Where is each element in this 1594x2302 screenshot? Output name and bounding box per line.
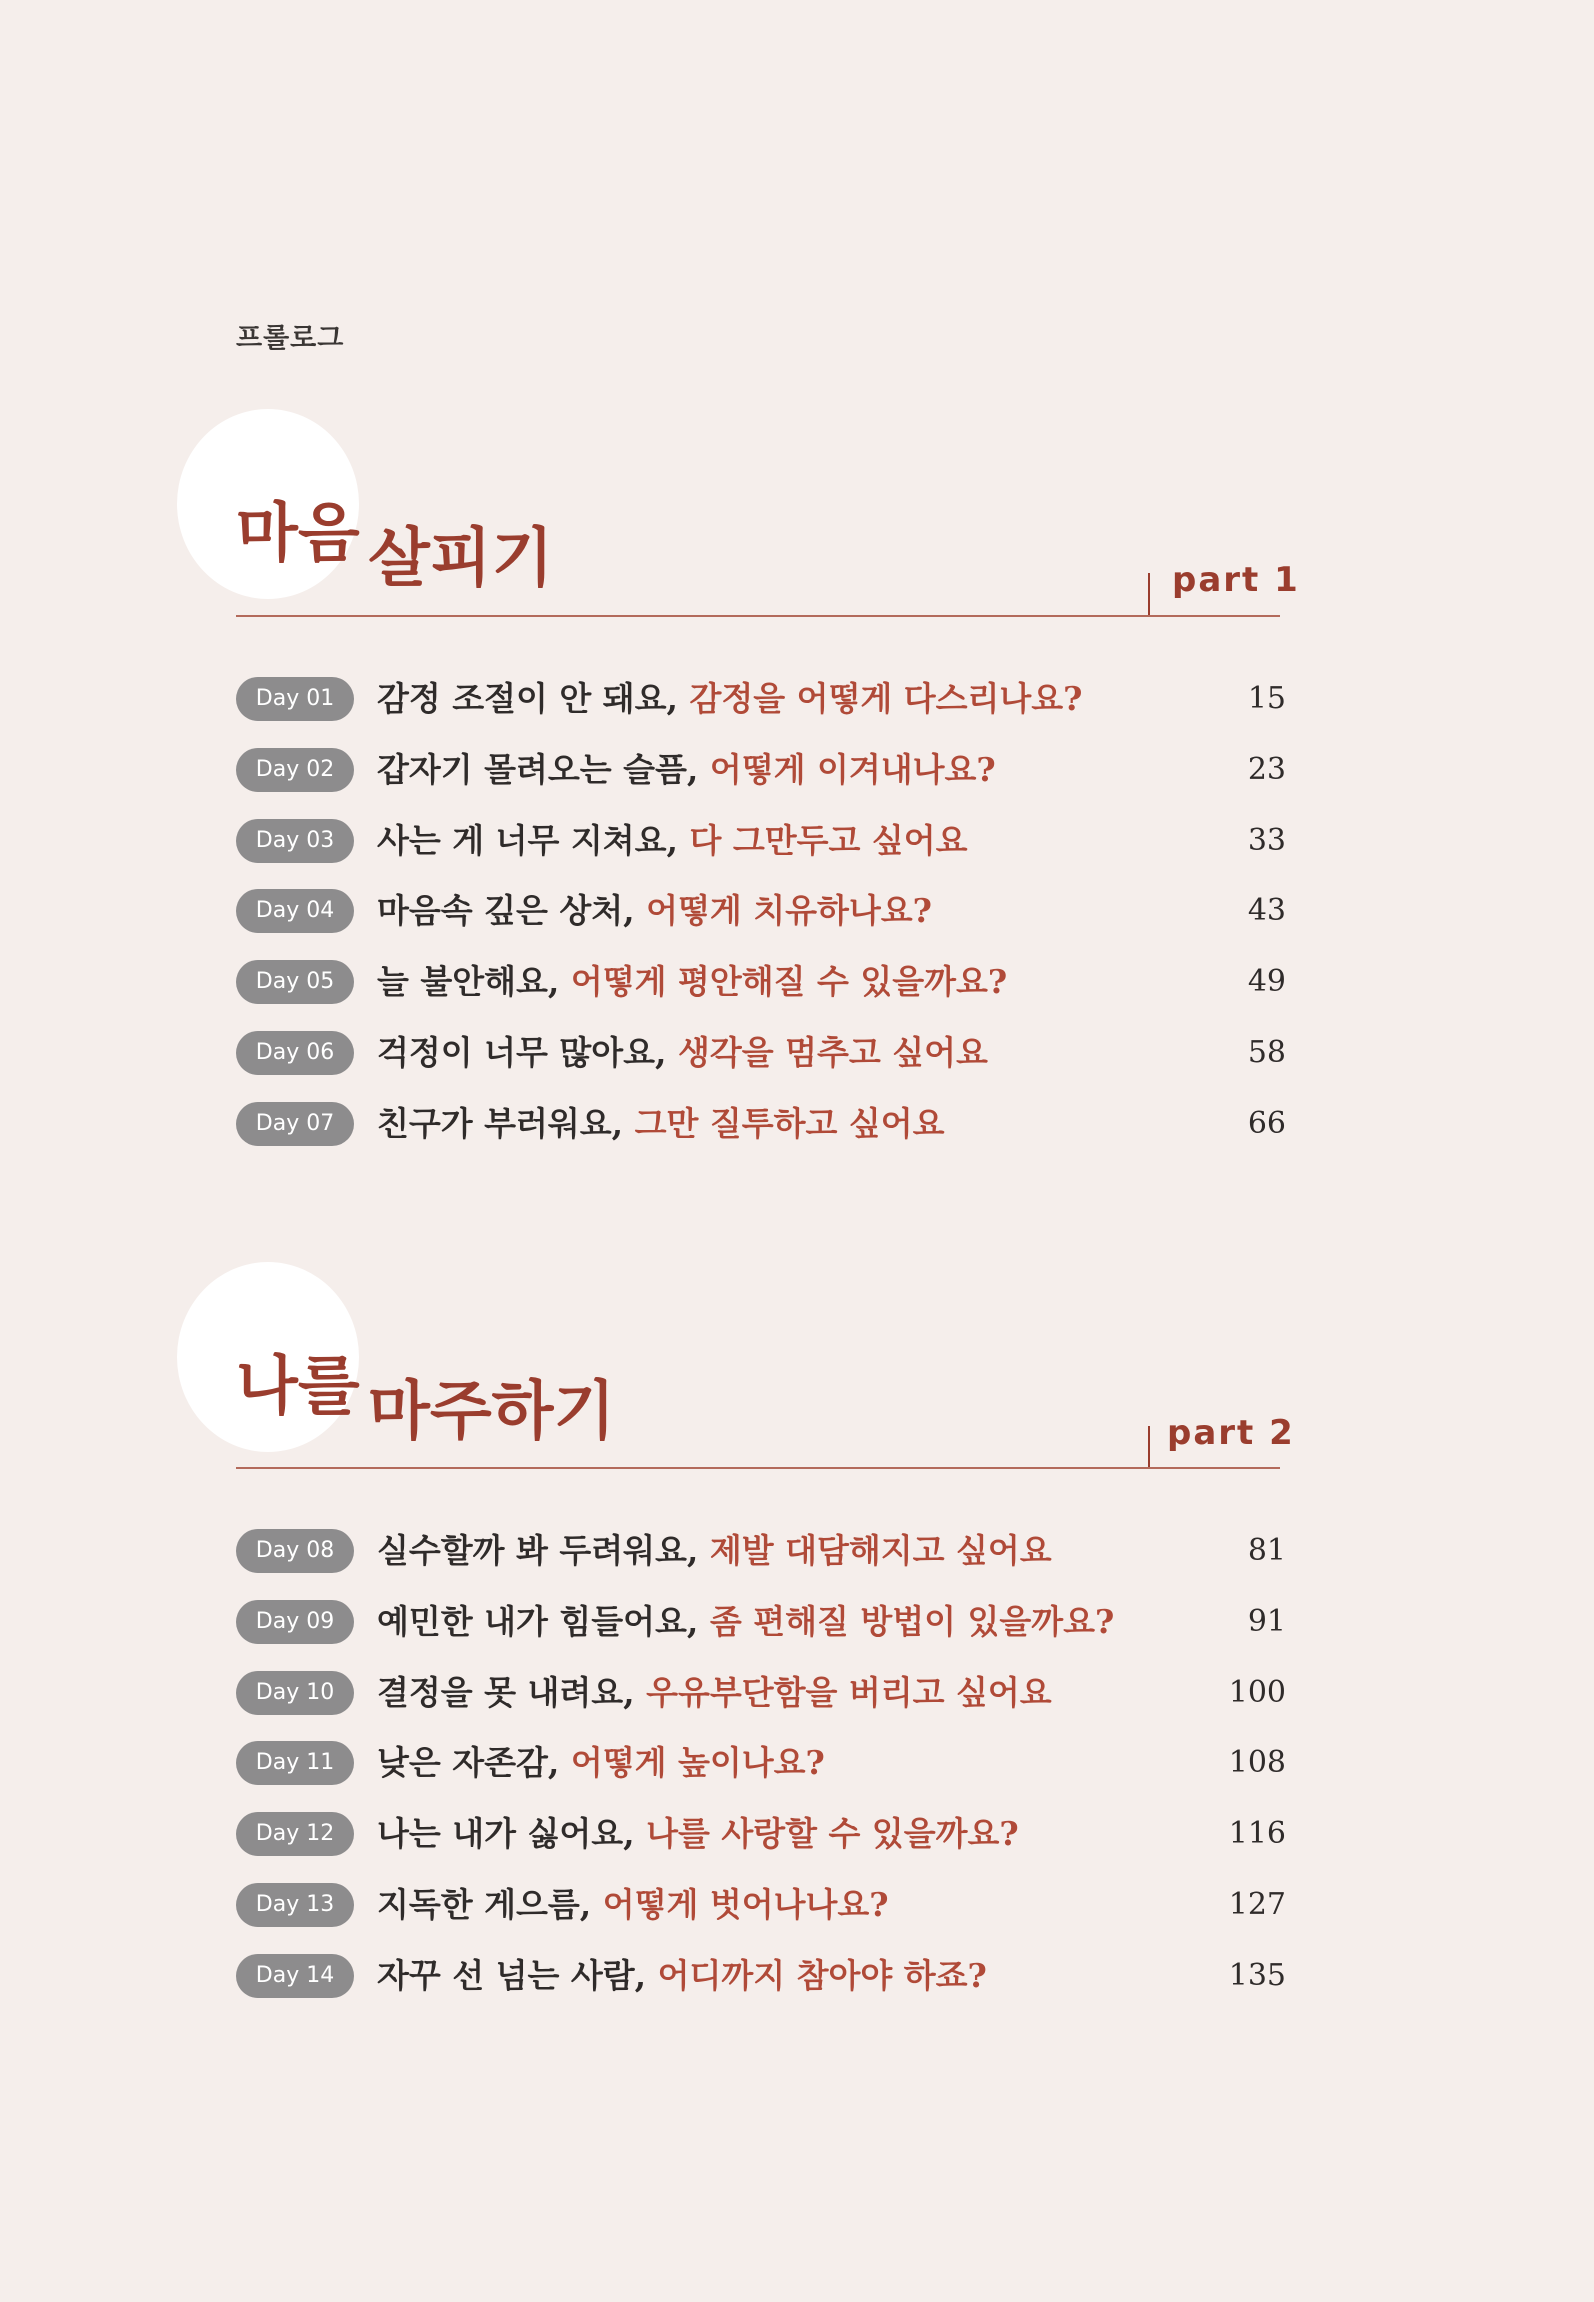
entry-question: 친구가 부러워요,	[377, 1103, 635, 1143]
part-2-title-first: 나를	[236, 1349, 360, 1424]
entry-subquestion: 어떻게 높이나요?	[570, 1743, 825, 1783]
entry-subquestion: 그만 질투하고 싶어요	[634, 1103, 945, 1143]
entry-subquestion: 우유부단함을 버리고 싶어요	[646, 1672, 1052, 1712]
day-badge: Day 07	[236, 1102, 354, 1146]
entry-subquestion: 어떻게 이겨내나요?	[709, 749, 996, 789]
toc-entry[interactable]	[236, 960, 1286, 1031]
day-badge: Day 05	[236, 960, 354, 1004]
toc-entry[interactable]	[236, 819, 1286, 890]
part-1-entries	[236, 677, 1286, 1173]
entry-question: 마음속 깊은 상처,	[377, 891, 647, 931]
toc-entry[interactable]	[236, 1102, 1286, 1173]
toc-entry[interactable]	[236, 1529, 1286, 1600]
day-badge: Day 03	[236, 819, 354, 863]
page-number: 127	[1228, 1886, 1286, 1922]
entry-subquestion: 나를 사랑할 수 있을까요?	[646, 1814, 1019, 1854]
day-badge: Day 04	[236, 889, 354, 933]
part-1-title-second: 살피기	[368, 521, 554, 596]
entry-question: 자꾸 선 넘는 사람,	[377, 1955, 658, 1995]
entry-title	[377, 960, 1007, 1004]
day-badge: Day 09	[236, 1600, 354, 1644]
part-2-entries	[236, 1529, 1286, 2025]
toc-entry[interactable]	[236, 1741, 1286, 1812]
toc-entry[interactable]	[236, 1883, 1286, 1954]
entry-subquestion: 어떻게 평안해질 수 있을까요?	[570, 962, 1008, 1002]
page-number: 43	[1247, 893, 1286, 929]
toc-entry[interactable]	[236, 748, 1286, 819]
part-1-rule	[236, 615, 1280, 617]
entry-title	[377, 1954, 987, 1998]
entry-question: 감정 조절이 안 돼요,	[377, 679, 690, 718]
entry-subquestion: 제발 대담해지고 싶어요	[709, 1531, 1052, 1570]
entry-title	[377, 677, 1082, 721]
entry-title	[377, 1102, 945, 1146]
part-2-divider	[1148, 1426, 1150, 1468]
entry-question: 나는 내가 싫어요,	[377, 1814, 647, 1854]
page-number: 15	[1247, 681, 1286, 716]
day-badge: Day 01	[236, 677, 354, 721]
page-number: 23	[1247, 751, 1286, 787]
page-number: 66	[1247, 1105, 1286, 1141]
entry-question: 실수할까 봐 두려워요,	[377, 1531, 710, 1570]
part-1-label: part 1	[1172, 560, 1300, 600]
entry-title	[377, 1031, 988, 1075]
toc-entry[interactable]	[236, 1671, 1286, 1742]
page-number: 100	[1228, 1674, 1286, 1710]
entry-title	[377, 1812, 1019, 1856]
prologue-link[interactable]: 프롤로그	[236, 323, 345, 354]
day-badge: Day 14	[236, 1954, 354, 1998]
entry-subquestion: 좀 편해질 방법이 있을까요?	[709, 1601, 1115, 1641]
entry-subquestion: 다 그만두고 싶어요	[689, 820, 968, 860]
day-badge: Day 12	[236, 1812, 354, 1856]
page-number: 135	[1228, 1957, 1286, 1993]
entry-title	[377, 1741, 825, 1785]
toc-entry[interactable]	[236, 1812, 1286, 1883]
entry-title	[377, 889, 932, 933]
page-number: 49	[1247, 964, 1286, 1000]
day-badge: Day 06	[236, 1031, 354, 1075]
entry-subquestion: 어디까지 참아야 하죠?	[657, 1955, 987, 1995]
toc-entry[interactable]	[236, 1600, 1286, 1671]
day-badge: Day 13	[236, 1883, 354, 1927]
part-1-title-first: 마음	[236, 496, 360, 571]
part-2-rule	[236, 1467, 1280, 1469]
page-number: 33	[1247, 822, 1286, 858]
page-number: 58	[1247, 1034, 1286, 1070]
page-number: 108	[1228, 1745, 1286, 1781]
entry-title	[377, 748, 996, 792]
page-number: 81	[1247, 1533, 1286, 1568]
entry-title	[377, 1600, 1114, 1644]
entry-title	[377, 819, 967, 863]
entry-subquestion: 어떻게 벗어나나요?	[602, 1884, 889, 1924]
entry-question: 걱정이 너무 많아요,	[377, 1032, 678, 1072]
page-number: 91	[1247, 1603, 1286, 1639]
entry-subquestion: 생각을 멈추고 싶어요	[677, 1032, 988, 1072]
entry-question: 늘 불안해요,	[377, 962, 571, 1002]
entry-question: 결정을 못 내려요,	[377, 1672, 647, 1712]
entry-subquestion: 감정을 어떻게 다스리나요?	[689, 679, 1083, 718]
entry-subquestion: 어떻게 치유하나요?	[646, 891, 932, 931]
toc-entry[interactable]	[236, 1954, 1286, 2025]
toc-entry[interactable]	[236, 677, 1286, 748]
day-badge: Day 02	[236, 748, 354, 792]
page-number: 116	[1228, 1816, 1286, 1852]
toc-entry[interactable]	[236, 1031, 1286, 1102]
part-1-divider	[1148, 573, 1150, 615]
entry-title	[377, 1883, 889, 1927]
entry-question: 낮은 자존감,	[377, 1743, 571, 1783]
entry-question: 갑자기 몰려오는 슬픔,	[377, 749, 710, 789]
part-2-label: part 2	[1167, 1413, 1295, 1453]
day-badge: Day 08	[236, 1529, 354, 1573]
entry-title	[377, 1671, 1052, 1715]
day-badge: Day 11	[236, 1741, 354, 1785]
toc-entry[interactable]	[236, 889, 1286, 960]
day-badge: Day 10	[236, 1671, 354, 1715]
part-2-title-second: 마주하기	[368, 1374, 616, 1449]
entry-title	[377, 1529, 1052, 1573]
entry-question: 사는 게 너무 지쳐요,	[377, 820, 690, 860]
entry-question: 지독한 게으름,	[377, 1884, 603, 1924]
entry-question: 예민한 내가 힘들어요,	[377, 1601, 710, 1641]
